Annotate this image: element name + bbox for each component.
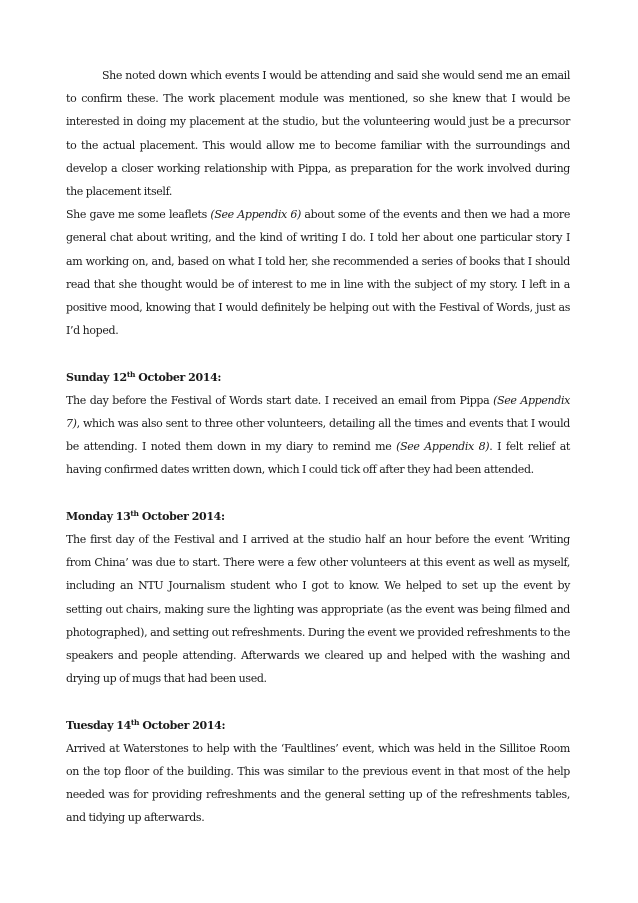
document-page [66,64,570,830]
monday-text: The first day of the Festival and I arrived at the studio half an hour before the event ‘Writing from China’ was due to start. There were a few other volunteers at this event as well as myself, including an NTU Journalism student who I got to know. We helped to set up the event by setting out chairs, making sure the lighting was appropriate (as the event was being filmed and photographed), and setting out refreshments. During the event we provided refreshments to the speakers and people attending. Afterwards we cleared up and helped with the washing and drying up of mugs that had been used. [66,533,570,686]
sunday-text-c: . I felt relief at having confirmed dates written down, which I could tick off after they had been attended. [66,440,571,477]
sunday-heading-rest: October 2014: [135,370,222,384]
tuesday-paragraph [66,737,570,830]
section-gap [66,690,570,713]
intro-paragraph-1 [66,64,570,203]
intro-paragraph-2 [66,203,570,342]
appendix-reference: (See Appendix 8) [396,440,490,454]
intro-paragraph-2-text-a: She gave me some leaflets [66,208,211,222]
sunday-text-b: , which was also sent to three other volunteers, detailing all the times and events that I would be attending. I noted them down in my diary to remind me [66,417,570,454]
appendix-reference: (See Appendix 6) [210,208,301,222]
intro-paragraph-1-text: She noted down which events I would be attending and said she would send me an email to confirm these. The work placement module was mentioned, so she knew that I would be interested in doing my placement at the studio, but the volunteering would just be a precursor to the actual placement. This would allow me to become familiar with the surroundings and develop a closer working relationship with Pippa, as preparation for the work involved during the placement itself. [66,69,570,199]
monday-heading-day: Monday 13 [66,509,131,523]
sunday-heading-suffix: th [126,369,136,379]
section-gap [66,342,570,365]
tuesday-heading [66,714,570,737]
monday-heading-rest: October 2014: [138,509,225,523]
sunday-text-a: The day before the Festival of Words start date. I received an email from Pippa [66,393,494,407]
sunday-heading-day: Sunday 12 [66,370,127,384]
tuesday-heading-day: Tuesday 14 [66,718,131,732]
appendix-reference: (See Appendix 7) [66,393,570,431]
section-gap [66,482,570,505]
sunday-heading [66,366,570,389]
tuesday-text: Arrived at Waterstones to help with the ‘Faultlines’ event, which was held in the Sillitoe Room on the top floor of the building. This was similar to the previous event in that most of the help needed was for providing refreshments and the general setting up of the refreshments tables, and tidying up afterwards. [66,741,570,825]
intro-paragraph-2-text-b: about some of the events and then we had a more general chat about writing, and the kind of writing I do. I told her about one particular story I am working on, and, based on what I told her, she recommended a series of books that I should read that she thought would be of interest to me in line with the subject of my story. I left in a positive mood, knowing that I would definitely be helping out with the Festival of Words, just as I’d hoped. [66,208,570,338]
sunday-paragraph [66,389,570,482]
monday-heading-suffix: th [130,508,139,518]
monday-paragraph [66,528,570,690]
monday-heading [66,505,570,528]
tuesday-heading-suffix: th [130,717,140,727]
tuesday-heading-rest: October 2014: [139,718,226,732]
